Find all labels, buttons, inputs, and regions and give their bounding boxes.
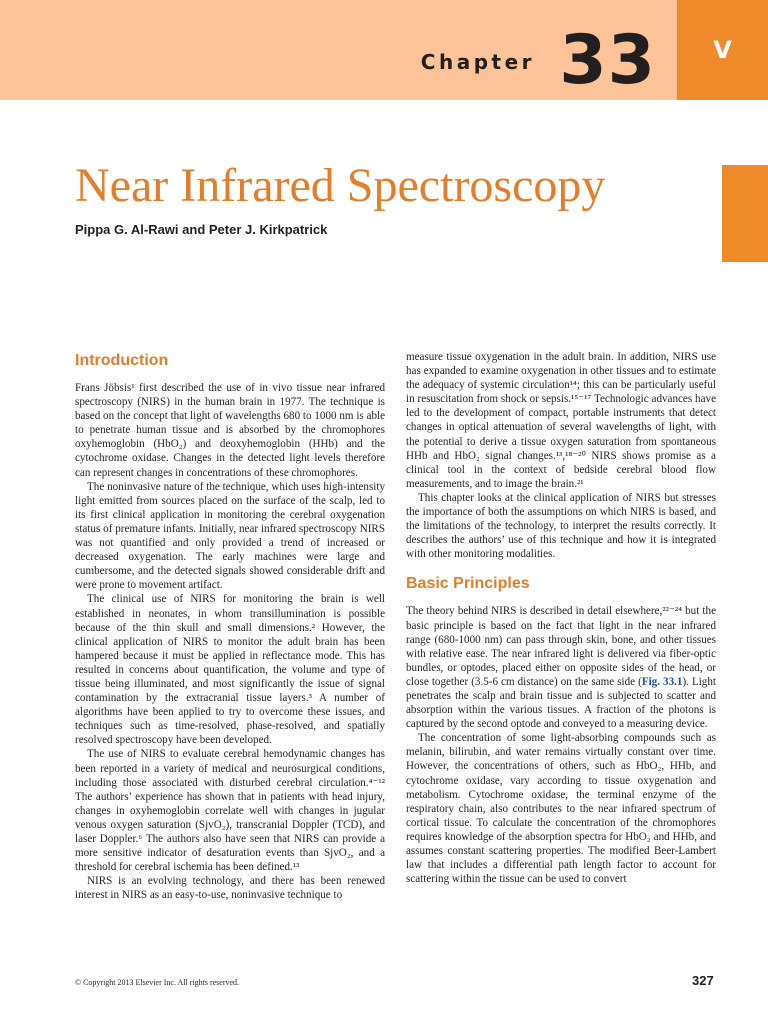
authors-line: Pippa G. Al-Rawi and Peter J. Kirkpatrick	[75, 222, 328, 237]
intro-paragraph: NIRS is an evolving technology, and there has been renewed interest in NIRS as an easy-to-use, noninvasive technique to	[75, 875, 385, 902]
copyright-notice: © Copyright 2013 Elsevier Inc. All rights reserved.	[75, 978, 240, 987]
paragraph-text: The theory behind NIRS is described in detail elsewhere,²²⁻²⁴ but the basic principle is based on the fact that light in the near infrared range (680-1000 nm) can pass through skin, bone, and other tissues with relative ease. The near infrared light is delivered via fiber-optic bundles, or optodes, placed either on opposite sides of the head, or close together (3.5-6 cm distance) on the same side (	[406, 605, 716, 688]
section-heading-basic-principles: Basic Principles	[406, 575, 530, 593]
intro-paragraph: The use of NIRS to evaluate cerebral hemodynamic changes has been reported in a variety of medical and neurosurgical conditions, including those associated with disturbed cerebral circulation.⁴⁻¹² The authors’ experience has shown that in patients with head injury, changes in oxyhemoglobin correlate well with changes in jugular venous oxygen saturation (SjvO₂), transcranial Doppler (TCD), and laser Doppler.⁶ The authors also have seen that NIRS can provide a more sensitive indicator of desaturation events than SjvO₂, and a threshold for cerebral ischemia has been defined.¹³	[75, 748, 385, 874]
intro-paragraph: The clinical use of NIRS for monitoring the brain is well established in neonates, in whom transillumination is possible because of the thin skull and small dimensions.² However, the clinical application of NIRS to monitor the adult brain has been hampered because it must be applied in reflectance mode. This has resulted in concerns about quantification, the volume and type of tissue being illuminated, and most significantly the issue of signal contamination by the extracranial tissue layers.³ A number of algorithms have been applied to try to overcome these issues, and techniques such as time-resolved, phase-resolved, and spatially resolved spectroscopy have been developed.	[75, 593, 385, 747]
page-number: 327	[692, 973, 714, 988]
chapter-number: 33	[559, 21, 656, 100]
chapter-label: Chapter	[420, 50, 535, 74]
basic-principles-paragraph	[406, 604, 716, 731]
basic-principles-paragraph: The concentration of some light-absorbing compounds such as melanin, bilirubin, and water remains virtually constant over time. However, the concentrations of others, such as HbO₂, HHb, and cytochrome oxidase, vary according to tissue oxygenation and metabolism. Cytochrome oxidase, the terminal enzyme of the respiratory chain, also contributes to the near infrared spectrum of cortical tissue. To calculate the concentration of the chromophores requires knowledge of the absorption spectra for HbO₂ and HHb, and assumes constant scattering properties. The modified Beer-Lambert law that includes a differential path length factor to account for scattering within the tissue can be used to convert	[406, 732, 716, 886]
chapter-title: Near Infrared Spectroscopy	[75, 159, 606, 212]
section-tab-label: V	[713, 36, 732, 64]
section-tab	[677, 0, 768, 100]
left-column	[75, 350, 385, 902]
right-column	[406, 350, 716, 886]
intro-paragraph: The noninvasive nature of the technique, which uses high-intensity light emitted from sources placed on the surface of the scalp, led to its first clinical application in monitoring the cerebral oxygenation status of premature infants. Initially, near infrared spectroscopy NIRS was not quantified and only provided a trend of increased or decreased oxygenation. The early machines were large and cumbersome, and the detected signals showed considerable drift and were prone to movement artifact.	[75, 480, 385, 592]
intro-paragraph: Frans Jöbsis¹ first described the use of in vivo tissue near infrared spectroscopy (NIRS) in the human brain in 1977. The technique is based on the concept that light of wavelengths 680 to 1000 nm is able to penetrate human tissue and is absorbed by the chromophores oxyhemoglobin (HbO₂) and deoxyhemoglobin (HHb) and the cytochrome oxidase. Changes in the detected light levels therefore can represent changes in concentrations of these chromophores.	[75, 382, 385, 479]
paragraph-text: ). Light penetrates the scalp and brain tissue and is subjected to scatter and absorption within the various tissues. A fraction of the photons is captured by the second optode and conveyed to a measuring device.	[406, 675, 716, 731]
intro-continued-paragraph: measure tissue oxygenation in the adult brain. In addition, NIRS use has expanded to examine oxygenation in other tissues and to estimate the adequacy of systemic circulation¹⁴; this can be particularly useful in resuscitation from shock or sepsis.¹⁵⁻¹⁷ Technologic advances have led to the development of compact, portable instruments that detect changes in optical attenuation of several wavelengths of light, with the potential to derive a tissue oxygen saturation from spontaneous HHb and HbO₂ signal changes.¹³,¹⁸⁻²⁰ NIRS shows promise as a clinical tool in the context of bedside cerebral blood flow measurements, and to image the brain.²¹	[406, 351, 716, 490]
intro-continued-paragraph: This chapter looks at the clinical application of NIRS but stresses the importance of both the assumptions on which NIRS is based, and the limitations of the technology, to interpret the results correctly. It describes the authors’ use of this technique and how it is integrated with other monitoring modalities.	[406, 491, 716, 561]
side-thumb-tab	[722, 165, 768, 262]
section-heading-introduction: Introduction	[75, 352, 169, 369]
figure-reference-link[interactable]: Fig. 33.1	[641, 675, 683, 688]
